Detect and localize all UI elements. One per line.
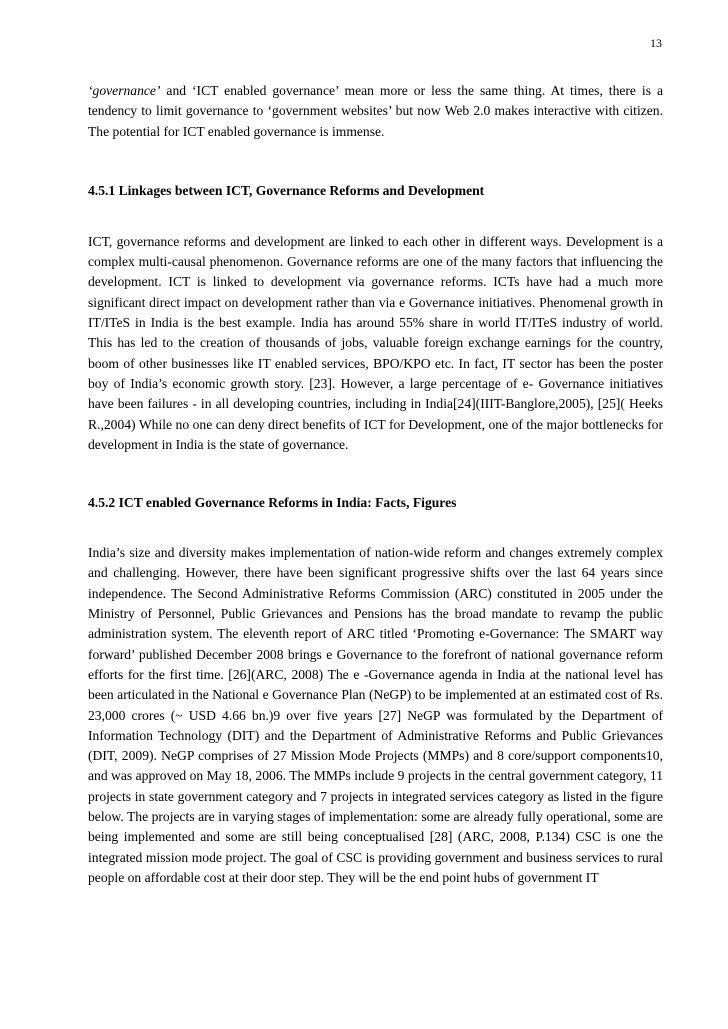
intro-paragraph-text: and ‘ICT enabled governance’ mean more or less the same thing. At times, there is a tendency to limit governance to ‘government websites’ but now Web 2.0 makes interactive with citizen. The potential for ICT enabled governance is immense. [88, 83, 663, 139]
section-heading-4-5-1: 4.5.1 Linkages between ICT, Governance Reforms and Development [88, 182, 485, 198]
section-heading-4-5-2: 4.5.2 ICT enabled Governance Reforms in India: Facts, Figures [88, 495, 457, 511]
intro-italic-lead: ‘governance’ [88, 83, 161, 98]
intro-paragraph [88, 81, 663, 142]
page-number: 13 [650, 36, 662, 50]
section-4-5-2-paragraph: India’s size and diversity makes implementation of nation-wide reform and changes extremely complex and challenging. However, there have been significant progressive shifts over the last 64 years since independence. The Second Administrative Reforms Commission (ARC) constituted in 2005 under the Ministry of Personnel, Public Grievances and Pensions has the broad mandate to revamp the public administration system. The eleventh report of ARC titled ‘Promoting e-Governance: The SMART way forward’ published December 2008 brings e Governance to the forefront of national governance reform efforts for the first time. [26](ARC, 2008) The e -Governance agenda in India at the national level has been articulated in the National e Governance Plan (NeGP) to be implemented at an estimated cost of Rs. 23,000 crores (~ USD 4.66 bn.)9 over five years [27] NeGP was formulated by the Department of Information Technology (DIT) and the Department of Administrative Reforms and Public Grievances (DIT, 2009). NeGP comprises of 27 Mission Mode Projects (MMPs) and 8 core/support components10, and was approved on May 18, 2006. The MMPs include 9 projects in the central government category, 11 projects in state government category and 7 projects in integrated services category as listed in the figure below. The projects are in varying stages of implementation: some are already fully operational, some are being implemented and some are still being conceptualised [28] (ARC, 2008, P.134) CSC is one the integrated mission mode project. The goal of CSC is providing government and business services to rural people on affordable cost at their door step. They will be the end point hubs of government IT [88, 545, 663, 885]
section-4-5-1-paragraph: ICT, governance reforms and development are linked to each other in different ways. Development is a complex multi-causal phenomenon. Governance reforms are one of the many factors that influencing the development. ICT is linked to development via governance reforms. ICTs have had a much more significant direct impact on development rather than via e Governance initiatives. Phenomenal growth in IT/ITeS in India is the best example. India has around 55% share in world IT/ITeS industry of world. This has led to the creation of thousands of jobs, valuable foreign exchange earnings for the country, boom of other businesses like IT enabled services, BPO/KPO etc. In fact, IT sector has been the poster boy of India’s economic growth story. [23]. However, a large percentage of e- Governance initiatives have been failures - in all developing countries, including in India[24](IIIT-Banglore,2005), [25]( Heeks R.,2004) While no one can deny direct benefits of ICT for Development, one of the major bottlenecks for development in India is the state of governance. [88, 233, 663, 452]
page-content [88, 81, 663, 888]
